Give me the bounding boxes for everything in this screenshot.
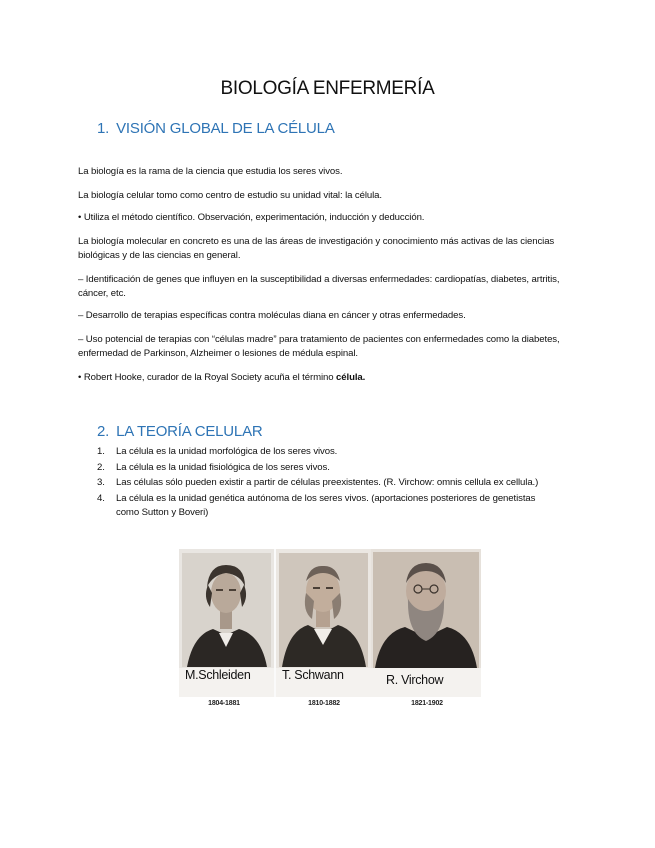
portrait-name-schleiden: M.Schleiden bbox=[185, 668, 251, 682]
years-schwann: 1810-1882 bbox=[308, 700, 340, 707]
portrait-name-schwann: T. Schwann bbox=[282, 668, 344, 682]
paragraph-cell-biology: La biología celular tomo como centro de estudio su unidad vital: la célula. bbox=[78, 190, 382, 201]
section-1-heading bbox=[97, 120, 335, 137]
list-item-text: La célula es la unidad fisiológica de los seres vivos. bbox=[116, 461, 330, 473]
list-item bbox=[97, 445, 557, 459]
document-title: BIOLOGÍA ENFERMERÍA bbox=[220, 78, 435, 99]
paragraph-molecular-biology: La biología molecular en concreto es una de las áreas de investigación y conocimiento más activas de las ciencias biológicas y de las ciencias en general. bbox=[78, 236, 555, 261]
list-item bbox=[97, 476, 557, 490]
list-item-number: 3. bbox=[97, 477, 105, 488]
list-item-number: 2. bbox=[97, 461, 105, 473]
portrait-name-virchow: R. Virchow bbox=[386, 673, 444, 687]
section-2-number: 2. bbox=[97, 423, 110, 440]
section-2-heading bbox=[97, 423, 263, 440]
years-virchow: 1821-1902 bbox=[411, 700, 443, 707]
paragraph-scientific-method: • Utiliza el método científico. Observación, experimentación, inducción y deducción. bbox=[78, 212, 425, 223]
section-1-title: VISIÓN GLOBAL DE LA CÉLULA bbox=[116, 120, 335, 137]
list-item-text: Las células sólo pueden existir a partir de células preexistentes. (R. Virchow: omnis cellula ex cellula.) bbox=[116, 477, 539, 488]
cell-theory-list bbox=[97, 445, 557, 521]
hooke-text: • Robert Hooke, curador de la Royal Society acuña el término bbox=[78, 372, 337, 383]
paragraph-stem-cells: – Uso potencial de terapias con “células madre” para tratamiento de pacientes con enfermedades como la diabetes, enfermedad de Parkinson, Alzheimer o lesiones de médula espinal. bbox=[78, 334, 560, 359]
hooke-term: célula. bbox=[336, 372, 366, 383]
section-1-number: 1. bbox=[97, 120, 110, 137]
paragraph-robert-hooke bbox=[78, 371, 578, 385]
list-item bbox=[97, 461, 557, 475]
section-2-title: LA TEORÍA CELULAR bbox=[116, 423, 263, 440]
list-item-text: La célula es la unidad morfológica de los seres vivos. bbox=[116, 446, 338, 457]
paragraph-definition: La biología es la rama de la ciencia que estudia los seres vivos. bbox=[78, 166, 343, 177]
scientist-portraits bbox=[179, 549, 481, 697]
list-item-number: 4. bbox=[97, 492, 105, 504]
years-schleiden: 1804-1881 bbox=[208, 700, 240, 707]
paragraph-gene-identification: – Identificación de genes que influyen en la susceptibilidad a diversas enfermedades: cardiopatías, diabetes, artritis, cáncer, etc. bbox=[78, 274, 560, 299]
list-item bbox=[97, 492, 557, 520]
list-item-number: 1. bbox=[97, 446, 105, 457]
list-item-text: La célula es la unidad genética autónoma de los seres vivos. (aportaciones posteriores de genetistas como Sutton y Boveri) bbox=[116, 492, 536, 518]
paragraph-therapies: – Desarrollo de terapias específicas contra moléculas diana en cáncer y otras enfermedades. bbox=[78, 310, 466, 321]
